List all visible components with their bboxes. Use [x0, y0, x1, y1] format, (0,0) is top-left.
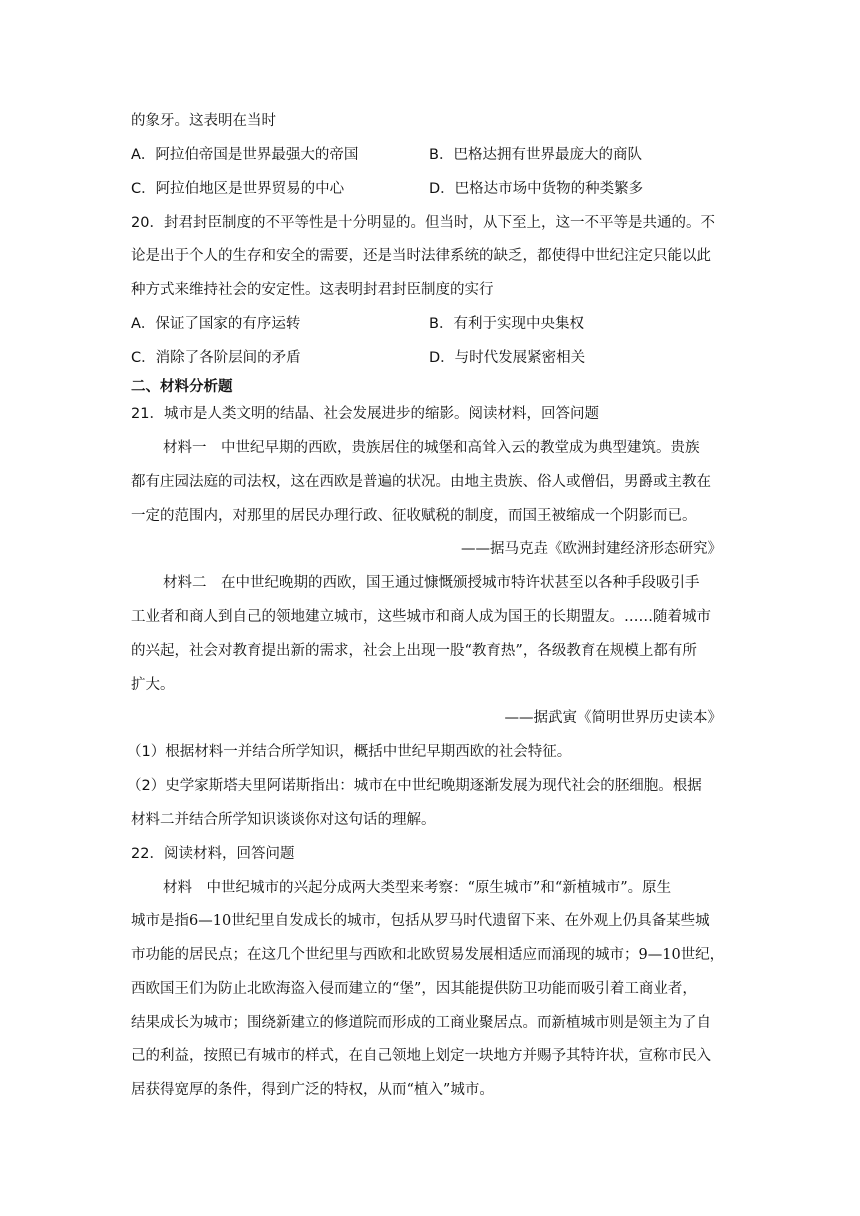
section-title: 二、材料分析题: [131, 379, 233, 395]
q21-material2-line: 的兴起，社会对教育提出新的需求，社会上出现一股“教育热”，各级教育在规模上都有所: [131, 643, 697, 659]
q21-material1-line: 一定的范围内，对那里的居民办理行政、征收赋税的制度，而国王被缩成一个阴影而已。: [131, 508, 697, 524]
q20-stem-line: 种方式来维持社会的安定性。这表明封君封臣制度的实行: [131, 282, 494, 298]
q21-material2-line: 扩大。: [131, 677, 175, 693]
q21-material1-line: 都有庄园法庭的司法权，这在西欧是普遍的状况。由地主贵族、俗人或僧侣，男爵或主教在: [131, 474, 711, 490]
q21-source1: ——据马克垚《欧洲封建经济形态研究》: [461, 541, 722, 557]
q19-stem-tail: 的象牙。这表明在当时: [131, 113, 276, 129]
q21-material2-line: 工业者和商人到自己的领地建立城市，这些城市和商人成为国王的长期盟友。……随着城市: [131, 609, 711, 625]
q19-option-c: C．阿拉伯地区是世界贸易的中心: [131, 181, 345, 197]
q22-material-line: 己的利益，按照已有城市的样式，在自己领地上划定一块地方并赐予其特许状，宣称市民入: [131, 1048, 711, 1064]
q21-subquestion-2-cont: 材料二并结合所学知识谈谈你对这句话的理解。: [131, 812, 436, 828]
q20-option-c: C．消除了各阶层间的矛盾: [131, 350, 301, 366]
q20-option-a: A．保证了国家的有序运转: [131, 316, 301, 332]
q19-option-d: D．巴格达市场中货物的种类繁多: [429, 181, 644, 197]
q22-material-line: 结果成长为城市；围绕新建立的修道院而形成的工商业聚居点。而新植城市则是领主为了自: [131, 1015, 711, 1031]
q21-stem: 21．城市是人类文明的结晶、社会发展进步的缩影。阅读材料，回答问题: [131, 406, 599, 422]
q22-material-line: 城市是指6—10世纪里自发成长的城市，包括从罗马时代遗留下来、在外观上仍具备某些城: [131, 913, 710, 929]
q21-material1-line: 材料一 中世纪早期的西欧，贵族居住的城堡和高耸入云的教堂成为典型建筑。贵族: [163, 440, 700, 456]
q22-stem: 22．阅读材料，回答问题: [131, 846, 295, 862]
q22-material-line: 材料 中世纪城市的兴起分成两大类型来考察：“原生城市”和“新植城市”。原生: [163, 880, 672, 896]
q22-material-line: 西欧国王们为防止北欧海盗入侵而建立的“堡”，因其能提供防卫功能而吸引着工商业者，: [131, 981, 697, 997]
q19-option-a: A．阿拉伯帝国是世界最强大的帝国: [131, 147, 359, 163]
q21-material2-line: 材料二 在中世纪晚期的西欧，国王通过慷慨颁授城市特许状甚至以各种手段吸引手: [163, 575, 700, 591]
q22-material-line: 居获得宽厚的条件，得到广泛的特权，从而“植入”城市。: [131, 1082, 494, 1098]
q20-option-d: D．与时代发展紧密相关: [429, 350, 586, 366]
q20-option-b: B．有利于实现中央集权: [429, 316, 584, 332]
q20-stem-line: 论是出于个人的生存和安全的需要，还是当时法律系统的缺乏，都使得中世纪注定只能以此: [131, 248, 711, 264]
q21-subquestion-1: （1）根据材料一并结合所学知识，概括中世纪早期西欧的社会特征。: [127, 744, 572, 760]
q19-option-b: B．巴格达拥有世界最庞大的商队: [429, 147, 642, 163]
q20-stem-line: 20．封君封臣制度的不平等性是十分明显的。但当时，从下至上，这一不平等是共通的。不: [131, 215, 715, 231]
q22-material-line: 市功能的居民点；在这几个世纪里与西欧和北欧贸易发展相适应而涌现的城市；9—10世纪，: [131, 947, 725, 963]
q21-source2: ——据武寅《简明世界历史读本》: [504, 710, 722, 726]
q21-subquestion-2: （2）史学家斯塔夫里阿诺斯指出：城市在中世纪晚期逐渐发展为现代社会的胚细胞。根据: [127, 778, 702, 794]
